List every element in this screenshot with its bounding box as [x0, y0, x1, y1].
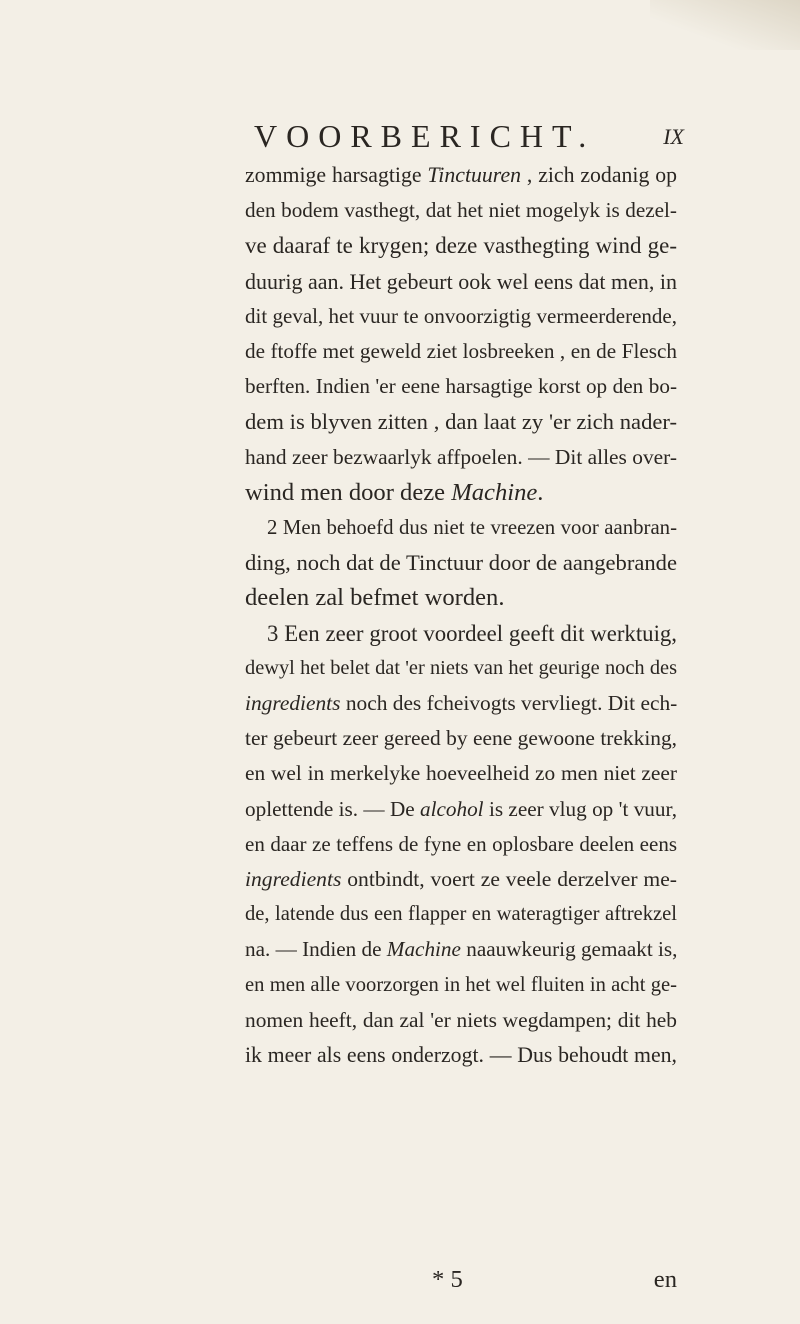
- page-number: IX: [663, 124, 684, 149]
- text-line: hand zeer bezwaarlyk affpoelen. — Dit alles over-: [245, 444, 677, 469]
- signature-mark: * 5: [432, 1266, 463, 1293]
- text-line: deelen zal befmet worden.: [245, 584, 505, 612]
- text-line: ding, noch dat de Tinctuur door de aangebrande: [245, 550, 677, 576]
- text-line: en wel in merkelyke hoeveelheid zo men niet zeer: [245, 761, 677, 786]
- text-line: ik meer als eens onderzogt. — Dus behoudt men,: [245, 1043, 677, 1068]
- text-line: den bodem vasthegt, dat het niet mogelyk is dezel-: [245, 198, 677, 223]
- text-line: en daar ze teffens de fyne en oplosbare deelen eens: [245, 831, 677, 856]
- text-body: [245, 158, 677, 1073]
- catchword: en: [653, 1266, 677, 1293]
- text-line: zommige harsagtige Tinctuuren , zich zodanig op: [245, 163, 677, 187]
- text-line: de ftoffe met geweld ziet losbreeken , en de Flesch: [245, 339, 677, 364]
- page-footer: [245, 1266, 677, 1296]
- text-line: dit geval, het vuur te onvoorzigtig vermeerderende,: [245, 303, 677, 328]
- text-line: 2 Men behoefd dus niet te vreezen voor aanbran-: [267, 516, 677, 540]
- paper-stain: [650, 0, 800, 50]
- running-title: VOORBERICHT.: [254, 118, 596, 154]
- text-line: ingredients noch des fcheivogts vervliegt. Dit ech-: [245, 691, 678, 716]
- text-line: na. — Indien de Machine naauwkeurig gemaakt is,: [245, 937, 678, 962]
- text-line: ingredients ontbindt, voert ze veele derzelver me-: [245, 867, 677, 892]
- text-line: berften. Indien 'er eene harsagtige korst op den bo-: [245, 374, 677, 399]
- text-line: dem is blyven zitten , dan laat zy 'er zich nader-: [245, 409, 677, 435]
- page-header: [254, 118, 684, 152]
- text-line: duurig aan. Het gebeurt ook wel eens dat men, in: [245, 268, 677, 294]
- text-line: oplettende is. — De alcohol is zeer vlug op 't vuur,: [245, 796, 677, 821]
- text-line: dewyl het belet dat 'er niets van het geurige noch des: [245, 656, 677, 679]
- text-line: en men alle voorzorgen in het wel fluiten in acht ge-: [245, 973, 677, 996]
- text-line: nomen heeft, dan zal 'er niets wegdampen; dit heb: [245, 1007, 677, 1032]
- text-line: ve daaraf te krygen; deze vasthegting wind ge-: [245, 233, 677, 259]
- text-line: wind men door deze Machine.: [245, 478, 544, 506]
- text-line: ter gebeurt zeer gereed by eene gewoone trekking,: [245, 726, 677, 751]
- text-line: 3 Een zeer groot voordeel geeft dit werktuig,: [267, 620, 677, 646]
- text-line: de, latende dus een flapper en wateragtiger aftrekzel: [245, 903, 677, 926]
